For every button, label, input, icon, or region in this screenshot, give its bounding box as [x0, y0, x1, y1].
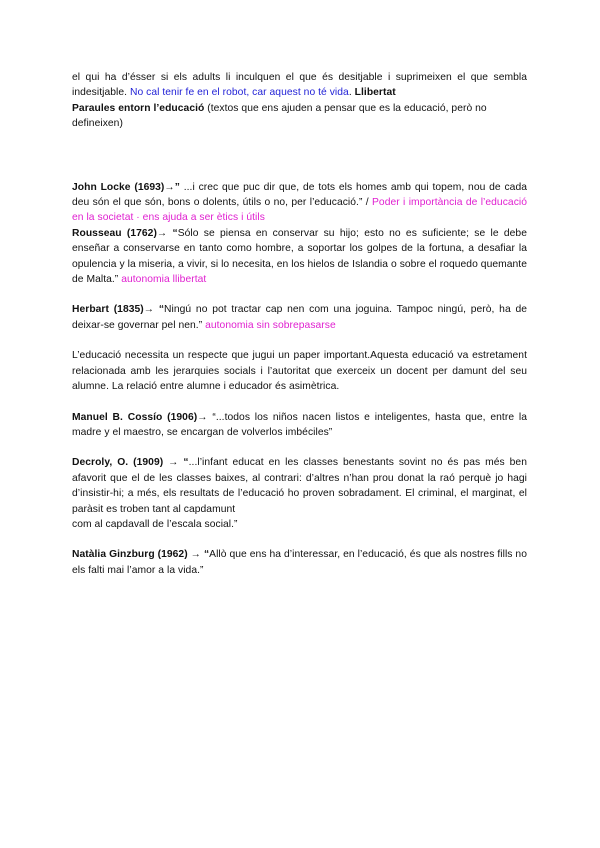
quote-author: Natàlia Ginzburg (1962) → “	[72, 549, 210, 561]
section-heading-subtitle: (textos que ens ajuden a pensar que es la educació, però no defineixen)	[72, 102, 487, 130]
intro-paragraph	[72, 70, 527, 101]
quote-author: Rousseau (1762)→ “	[72, 227, 178, 239]
quote-text: Ningú no pot tractar cap nen com una joguina. Tampoc ningú, però, ha de deixar-se governar pel nen.”	[72, 304, 528, 331]
quote-author: John Locke (1693)→”	[72, 181, 180, 193]
intro-blue-note: No cal tenir fe en el robot, car aquest no té vida	[129, 87, 349, 99]
quote-note: autonomia sin sobrepasarse	[205, 319, 336, 331]
spacer	[72, 440, 527, 455]
quote-text: ...i crec que puc dir que, de tots els homes amb qui topem, nou de cada deu són el que són, bons o dolents, útils o no, per l’educació.” /	[72, 181, 527, 209]
document-page	[72, 70, 527, 578]
quote-text: Allò que ens ha d’interessar, en l’educació, és que als nostres fills no els falti mai l’amor a la vida.”	[72, 549, 527, 576]
spacer	[72, 132, 527, 180]
spacer	[72, 532, 527, 547]
intro-after-note: .	[348, 87, 355, 99]
quote-author: Decroly, O. (1909) → “	[72, 457, 189, 469]
quote-decroly-continued: com al capdavall de l’escala social.”	[72, 518, 238, 530]
quote-decroly	[72, 455, 527, 517]
quote-ginzburg	[72, 547, 527, 578]
quote-rousseau	[72, 226, 527, 288]
quote-locke	[72, 180, 527, 226]
section-heading-title: Paraules entorn l’educació	[72, 102, 205, 114]
quote-author: Manuel B. Cossío (1906)→	[72, 411, 208, 423]
quote-note: autonomia llibertat	[121, 274, 207, 286]
spacer	[72, 395, 527, 410]
quote-text: “...todos los niños nacen listos e inteligentes, hasta que, entre la madre y el maestro, se encargan de volverlos imbéciles”	[72, 411, 527, 438]
quote-text: Sólo se piensa en conservar su hijo; esto no es suficiente; se le debe enseñar a conservarse en tanto como hombre, a soportar los golpes de la fortuna, a desafiar la opulencia y la miseria, a vivir, si lo necesita, en los hielos de Islandia o sobre el roquedo quemante de Malta.”	[72, 227, 527, 286]
body-paragraph: L’educació necessita un respecte que jugui un paper important.Aquesta educació va estretament relacionada amb les jerarquies socials i l’autoritat que exerceix un docent per damunt del seu alumne. La relació entre alumne i educador és asimètrica.	[72, 350, 527, 393]
quote-text: ...l’infant educat en les classes benestants sovint no és pas més ben afavorit que el de les classes baixes, al contrari: d’altres n’han prou donat la raó perquè jo hagi d’insistir-hi; a més, els resultats de l’educació ho proven sobradament. El criminal, el marginat, el paràsit es troben tant al capdamunt	[72, 457, 527, 515]
spacer	[72, 333, 527, 348]
quote-note: Poder i importància de l’educació en la societat · ens ajuda a ser ètics i útils	[72, 197, 528, 224]
quote-cossio	[72, 410, 527, 441]
quote-herbart	[72, 302, 527, 333]
quote-author: Herbart (1835)→ “	[72, 304, 165, 316]
intro-text: el qui ha d’ésser si els adults li inculquen el que és desitjable i suprimeixen el que sembla indesitjable.	[72, 72, 527, 99]
section-heading	[72, 101, 527, 132]
intro-bold-tag: Llibertat	[354, 87, 396, 99]
spacer	[72, 287, 527, 302]
